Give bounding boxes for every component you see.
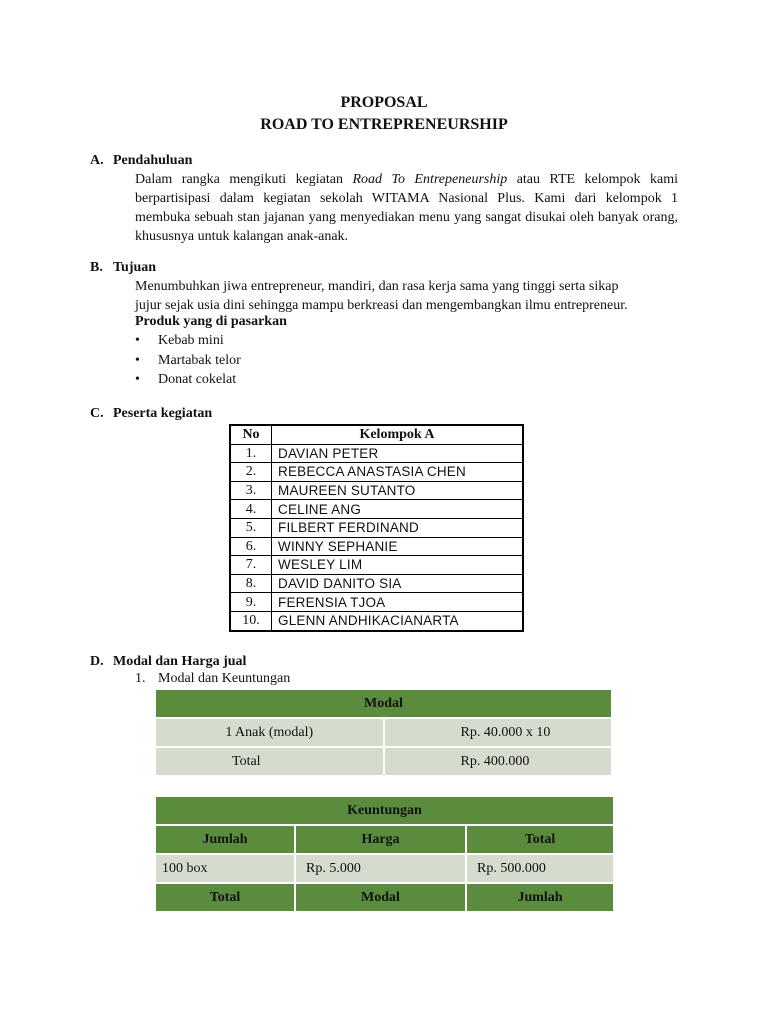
products-list [135, 331, 241, 390]
section-a-text-em: Road To Entrepeneurship [352, 172, 508, 187]
list-item: • Kebab mini [135, 333, 224, 348]
table-row [155, 718, 612, 747]
section-c-letter: C. [90, 406, 104, 421]
modal-table [154, 688, 613, 777]
table-row: 4. CELINE ANG [230, 500, 523, 519]
table-header-row [230, 425, 523, 444]
table-row: 2. REBECCA ANASTASIA CHEN [230, 463, 523, 482]
foot-modal: Modal [295, 883, 466, 912]
row-qty: 100 box [155, 854, 295, 883]
section-d-item-1 [135, 671, 290, 687]
section-a-paragraph [135, 170, 678, 246]
table-row: 9. FERENSIA TJOA [230, 593, 523, 612]
item-1-label: Modal dan Keuntungan [158, 671, 291, 686]
col-no-header: No [230, 425, 272, 444]
title-proposal: PROPOSAL [340, 94, 428, 111]
col-jumlah-header: Jumlah [155, 825, 295, 854]
col-group-header: Kelompok A [272, 425, 524, 444]
keuntungan-header-row [155, 796, 614, 825]
section-a-heading [90, 153, 192, 169]
section-c-heading [90, 406, 212, 422]
section-b-letter: B. [90, 260, 103, 275]
list-item: • Donat cokelat [135, 372, 237, 387]
section-b-heading [90, 260, 156, 276]
item-1-number: 1. [135, 671, 146, 686]
bullet-icon: • [135, 352, 140, 368]
row-price: Rp. 5.000 [295, 854, 466, 883]
foot-jumlah: Jumlah [466, 883, 614, 912]
bullet-icon: • [135, 372, 140, 387]
modal-header: Modal [155, 689, 612, 718]
table-row: 5. FILBERT FERDINAND [230, 518, 523, 537]
table-row [155, 854, 614, 883]
keuntungan-header: Keuntungan [155, 796, 614, 825]
keuntungan-columns-row [155, 825, 614, 854]
table-row: 3. MAUREEN SUTANTO [230, 481, 523, 500]
bullet-icon: • [135, 333, 140, 348]
list-item: • Martabak telor [135, 352, 241, 368]
section-a-letter: A. [90, 153, 104, 168]
title-road-to-entrepreneurship: ROAD TO ENTREPRENEURSHIP [260, 116, 508, 133]
table-row: 8. DAVID DANITO SIA [230, 574, 523, 593]
col-total-header: Total [466, 825, 614, 854]
section-a-text-pre: Dalam rangka mengikuti kegiatan [135, 172, 353, 187]
modal-row2-label: Total [155, 747, 384, 776]
section-d-letter: D. [90, 654, 104, 669]
section-c-title: Peserta kegiatan [113, 406, 213, 421]
keuntungan-table [154, 795, 615, 913]
section-b-line1: Menumbuhkan jiwa entrepreneur, mandiri, dan rasa kerja sama yang tinggi serta sikap [135, 279, 619, 294]
section-d-heading [90, 654, 246, 670]
products-subheading: Produk yang di pasarkan [135, 314, 287, 329]
section-b-line2: jujur sejak usia dini sehingga mampu berkreasi dan mengembangkan ilmu entrepreneur. [135, 298, 628, 313]
section-a-text-post: atau RTE kelompok kami berpartisipasi dalam kegiatan sekolah WITAMA Nasional Plus. Kami dari kelompok 1 membuka sebuah stan jajanan yang menyediakan menu yang sangat disukai oleh banyak orang, khususnya untuk kalangan anak-anak. [135, 172, 678, 244]
modal-header-row [155, 689, 612, 718]
table-row: 6. WINNY SEPHANIE [230, 537, 523, 556]
foot-total: Total [155, 883, 295, 912]
table-row: 10. GLENN ANDHIKACIANARTA [230, 611, 523, 630]
section-a-title: Pendahuluan [113, 153, 193, 168]
modal-row1-value: Rp. 40.000 x 10 [384, 718, 613, 747]
section-d-title: Modal dan Harga jual [113, 654, 247, 669]
row-total: Rp. 500.000 [466, 854, 614, 883]
modal-row2-value: Rp. 400.000 [384, 747, 613, 776]
keuntungan-footer-row [155, 883, 614, 912]
participants-table [229, 424, 524, 632]
modal-row1-label: 1 Anak (modal) [155, 718, 384, 747]
col-harga-header: Harga [295, 825, 466, 854]
table-row: 1. DAVIAN PETER [230, 444, 523, 463]
table-row: 7. WESLEY LIM [230, 556, 523, 575]
section-b-title: Tujuan [113, 260, 157, 275]
table-row [155, 747, 612, 776]
